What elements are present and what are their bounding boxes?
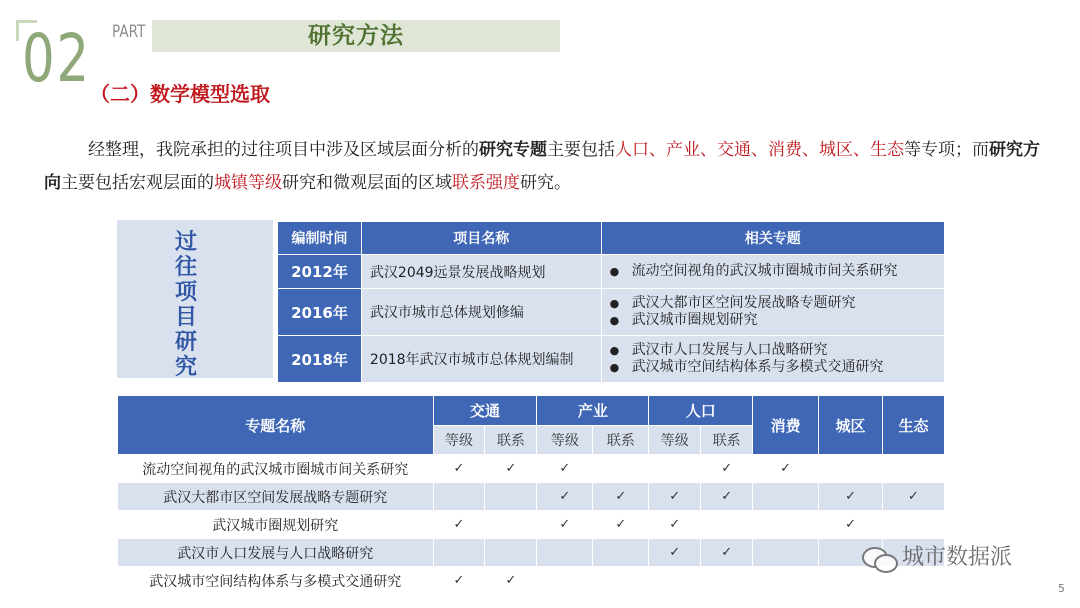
para-text: 等专项；而 xyxy=(904,140,989,160)
topic-name-cell: 武汉市人口发展与人口战略研究 xyxy=(118,539,434,567)
past-projects-table xyxy=(277,221,945,383)
table-row xyxy=(118,483,945,511)
table-row xyxy=(118,539,945,567)
bullet-icon: ● xyxy=(609,314,620,327)
check-icon: ✓ xyxy=(701,483,753,511)
para-text: 主要包括 xyxy=(547,140,615,160)
side-char: 往 xyxy=(174,255,197,280)
watermark xyxy=(862,540,1012,571)
side-char: 项 xyxy=(174,280,197,305)
empty-cell xyxy=(701,567,753,595)
topic-text: 武汉城市空间结构体系与多模式交通研究 xyxy=(631,359,884,375)
side-char: 目 xyxy=(174,305,197,330)
para-text: 经整理，我院承担的过往项目中涉及区域层面分析的 xyxy=(88,140,479,160)
topics-cell xyxy=(601,289,944,336)
check-icon: ✓ xyxy=(883,483,945,511)
check-icon: ✓ xyxy=(485,567,537,595)
empty-cell xyxy=(485,539,537,567)
page-number: 5 xyxy=(1058,582,1065,595)
header-year: 编制时间 xyxy=(278,222,362,255)
subheader-link: 联系 xyxy=(593,426,649,455)
para-text: 研究。 xyxy=(520,173,571,193)
side-char: 过 xyxy=(174,230,197,255)
para-red-town-level: 城镇等级 xyxy=(214,173,282,193)
header-group-traffic: 交通 xyxy=(433,396,537,426)
empty-cell xyxy=(753,567,819,595)
wechat-icon xyxy=(862,545,896,571)
topic-name-cell: 流动空间视角的武汉城市圈城市间关系研究 xyxy=(118,455,434,483)
bullet-icon: ● xyxy=(609,344,620,357)
header-urban-area: 城区 xyxy=(819,396,883,455)
check-icon: ✓ xyxy=(701,539,753,567)
check-icon: ✓ xyxy=(649,483,701,511)
check-icon: ✓ xyxy=(593,483,649,511)
project-name-cell: 2018年武汉市城市总体规划编制 xyxy=(361,336,601,383)
subheader-link: 联系 xyxy=(485,426,537,455)
empty-cell xyxy=(537,567,593,595)
header-ecology: 生态 xyxy=(883,396,945,455)
year-cell: 2016年 xyxy=(278,289,362,336)
subheader-link: 联系 xyxy=(701,426,753,455)
para-bold-research-direction: 研究方向 xyxy=(44,140,1040,193)
check-icon: ✓ xyxy=(593,511,649,539)
side-char: 究 xyxy=(174,355,197,380)
project-name-cell: 武汉2049远景发展战略规划 xyxy=(361,255,601,289)
check-icon: ✓ xyxy=(433,567,485,595)
table-row xyxy=(118,567,945,595)
empty-cell xyxy=(485,511,537,539)
part-number: 02 xyxy=(22,20,91,97)
topic-name-cell: 武汉城市空间结构体系与多模式交通研究 xyxy=(118,567,434,595)
para-text: 研究和微观层面的区域 xyxy=(282,173,452,193)
year-cell: 2012年 xyxy=(278,255,362,289)
check-icon: ✓ xyxy=(649,539,701,567)
header-group-population: 人口 xyxy=(649,396,753,426)
check-icon: ✓ xyxy=(819,511,883,539)
topics-cell xyxy=(601,336,944,383)
page-title: 研究方法 xyxy=(308,23,404,49)
empty-cell xyxy=(649,567,701,595)
header-consumption: 消费 xyxy=(753,396,819,455)
check-icon: ✓ xyxy=(701,455,753,483)
empty-cell xyxy=(433,483,485,511)
empty-cell xyxy=(819,455,883,483)
topics-cell xyxy=(601,255,944,289)
empty-cell xyxy=(883,511,945,539)
side-char: 研 xyxy=(174,330,197,355)
empty-cell xyxy=(433,539,485,567)
bullet-icon: ● xyxy=(609,297,620,310)
para-bold-research-topics: 研究专题 xyxy=(479,140,547,160)
empty-cell xyxy=(649,455,701,483)
bullet-icon: ● xyxy=(609,265,620,278)
para-red-link-strength: 联系强度 xyxy=(452,173,520,193)
topic-text: 武汉市人口发展与人口战略研究 xyxy=(631,342,828,358)
topic-text: 流动空间视角的武汉城市圈城市间关系研究 xyxy=(631,263,898,279)
empty-cell xyxy=(537,539,593,567)
topic-text: 武汉城市圈规划研究 xyxy=(631,312,758,328)
empty-cell xyxy=(593,539,649,567)
topics-matrix-table xyxy=(117,395,945,595)
header-group-industry: 产业 xyxy=(537,396,649,426)
section-subtitle: （二）数学模型选取 xyxy=(90,82,270,106)
check-icon: ✓ xyxy=(819,483,883,511)
year-cell: 2018年 xyxy=(278,336,362,383)
empty-cell xyxy=(593,567,649,595)
header-topic-name: 专题名称 xyxy=(118,396,434,455)
subheader-level: 等级 xyxy=(433,426,485,455)
subheader-level: 等级 xyxy=(537,426,593,455)
part-label: PART xyxy=(112,22,146,42)
check-icon: ✓ xyxy=(753,455,819,483)
table-row xyxy=(118,455,945,483)
para-text: 主要包括宏观层面的 xyxy=(61,173,214,193)
watermark-text: 城市数据派 xyxy=(902,545,1013,570)
table-row xyxy=(278,255,945,289)
subheader-level: 等级 xyxy=(649,426,701,455)
check-icon: ✓ xyxy=(537,511,593,539)
topic-text: 武汉大都市区空间发展战略专题研究 xyxy=(631,295,856,311)
side-label xyxy=(171,230,201,380)
table-row xyxy=(278,289,945,336)
header-project-name: 项目名称 xyxy=(361,222,601,255)
check-icon: ✓ xyxy=(485,455,537,483)
empty-cell xyxy=(593,455,649,483)
empty-cell xyxy=(485,483,537,511)
empty-cell xyxy=(701,511,753,539)
table-row xyxy=(278,336,945,383)
project-name-cell: 武汉市城市总体规划修编 xyxy=(361,289,601,336)
check-icon: ✓ xyxy=(537,483,593,511)
table-row xyxy=(118,511,945,539)
topic-name-cell: 武汉大都市区空间发展战略专题研究 xyxy=(118,483,434,511)
topic-name-cell: 武汉城市圈规划研究 xyxy=(118,511,434,539)
empty-cell xyxy=(753,539,819,567)
check-icon: ✓ xyxy=(649,511,701,539)
check-icon: ✓ xyxy=(433,455,485,483)
check-icon: ✓ xyxy=(537,455,593,483)
intro-paragraph xyxy=(44,134,1044,200)
empty-cell xyxy=(883,455,945,483)
para-red-topics: 人口、产业、交通、消费、城区、生态 xyxy=(615,140,904,160)
empty-cell xyxy=(753,511,819,539)
empty-cell xyxy=(753,483,819,511)
header-related-topics: 相关专题 xyxy=(601,222,944,255)
bullet-icon: ● xyxy=(609,361,620,374)
check-icon: ✓ xyxy=(433,511,485,539)
